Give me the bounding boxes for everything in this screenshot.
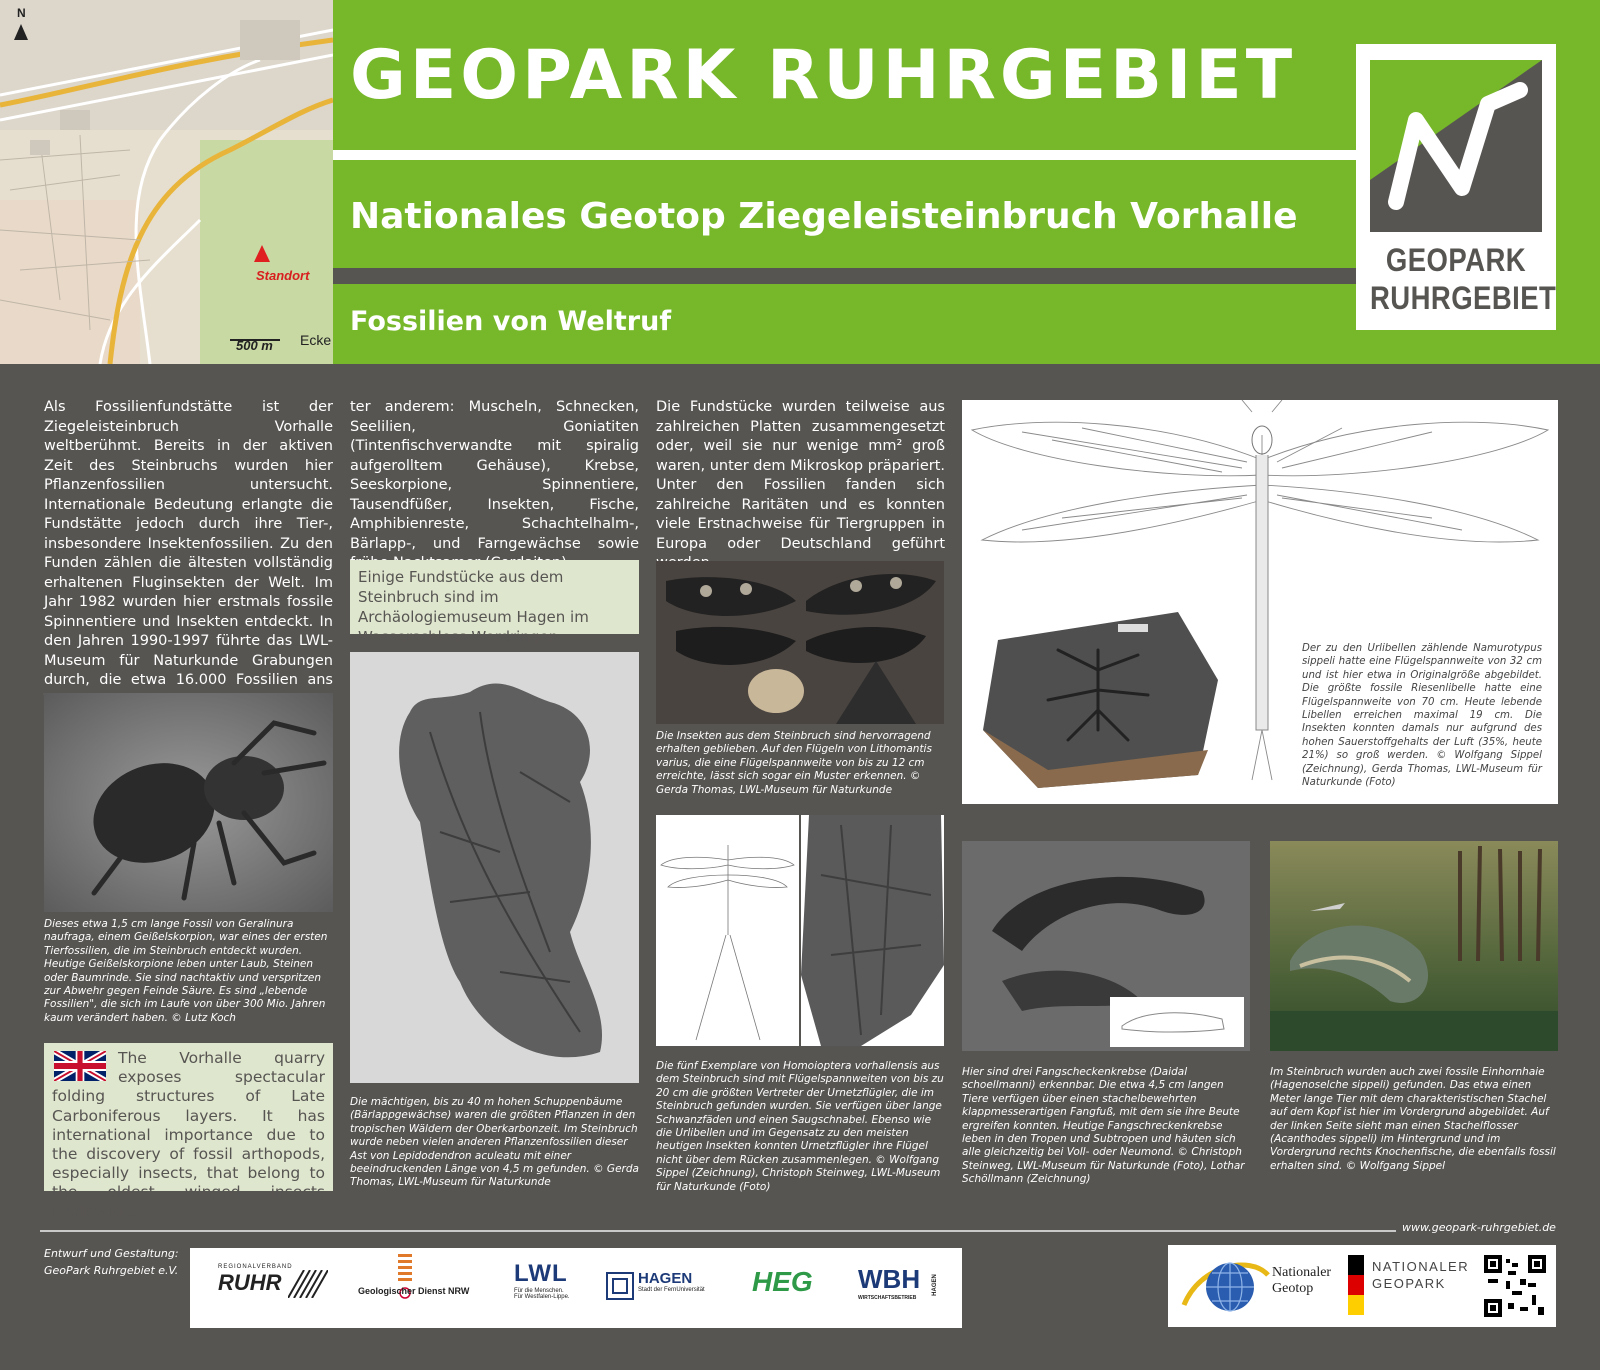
einhornhai-caption: Im Steinbruch wurden auch zwei fossile Einhornhaie (Hagenoselche sippeli) gefunden. Das etwa einen Meter lange Tier mit dem charakteristischen Stachel auf dem Kopf ist hier im Vordergrund abgebildet. Auf der linken Seite sieht man einen Stachelflosser (Acanthodes sippeli) im Hintergrund und im Vordergrund rechts Knochenfische, die ebenfalls fossil erhalten sind. © Wolfgang Sippel bbox=[1270, 1066, 1556, 1172]
heg-logo: HEG bbox=[752, 1266, 813, 1297]
namurotypus-photo bbox=[978, 610, 1222, 790]
lithomantis-caption: Die Insekten aus dem Steinbruch sind hervorragend erhalten geblieben. Auf den Flügeln von Lithomantis varius, die eine Flügelspannweite von bis zu 12 cm erreichte, lässt sich sogar ein Muster erkennen. © Gerda Thomas, LWL-Museum für Naturkunde bbox=[656, 730, 932, 796]
logo-line-1: GEOPARK bbox=[1385, 242, 1527, 278]
logo-line-2: RUHRGEBIET bbox=[1370, 280, 1557, 316]
wbh-logo bbox=[858, 1264, 920, 1301]
lepidodendron-caption: Die mächtigen, bis zu 40 m hohen Schuppenbäume (Bärlappgewächse) waren die größten Pflanzen in den tropischen Wäldern der Oberkarbonzeit. Im Steinbruch wurde neben vielen anderen Pflanzenfossilien dieser Ast von Lepidodendron aculeatu mit einer beeindruckenden Länge von 4,5 m gefunden. © Gerda Thomas, LWL-Museum für Naturkunde bbox=[350, 1096, 639, 1189]
rvr-logo-text: RUHR bbox=[218, 1270, 282, 1295]
nationaler-geopark-logo bbox=[1372, 1259, 1469, 1291]
scorpion-caption: Dieses etwa 1,5 cm lange Fossil von Geralinura naufraga, einem Geißelskorpion, war eines der ersten Tierfossilien, die im Steinbruch entdeckt wurden. Heutige Geißelskorpione leben unter Laub, Steinen oder Baumrinde. Sie sind nachtaktiv und verspritzen zur Abwehr gegen Feinde Säure. Es sind „lebende Fossilien", die sich im Laufe von über 300 Mio. Jahren kaum verändert haben. © Lutz Koch bbox=[44, 918, 328, 1024]
hagen-logo-sub: Stadt der FernUniversität bbox=[638, 1287, 705, 1293]
scale-label: 500 m bbox=[236, 338, 273, 353]
rvr-stripes-icon bbox=[288, 1270, 328, 1298]
place-label: Ecke bbox=[300, 332, 332, 348]
homoioptera-drawing bbox=[656, 815, 799, 1046]
intro-text: Als Fossilienfundstätte ist der Ziegeleisteinbruch Vorhalle weltberühmt. Bereits in der aktiven Zeit des Steinbruchs wurden hier Pflanzenfossilien untersucht. Internationale Bedeutung erlangte die Fundstätte jedoch durch ihre Tier-, insbesondere Insektenfossilien. Zu den Funden zählen die ältesten vollständig erhaltenen Fluginsekten der Welt. Im Jahr 1982 wurden hier erstmals fossile Spinnentiere und Insekten entdeckt. In den Jahren 1990-1997 führte das LWL-Museum für Naturkunde Grabungen durch, die etwa 16.000 Fossilien ans bbox=[44, 399, 333, 688]
uk-flag-icon bbox=[54, 1051, 106, 1081]
preparation-text: Die Fundstücke wurden teilweise aus zahlreichen Platten zusammengesetzt oder, weil sie nur wenige mm² groß waren, unter dem Mikroskop präpariert. Unter den Fossilien fanden sich zahlreiche Raritäten und es konnten viele Erstnachweise für Tiergruppen in Europa oder Deutschland geführt bbox=[656, 399, 946, 552]
english-summary-text: The Vorhalle quarry exposes spectacular folding structures of Late Carboniferous layers. It has international importance due to the discovery of fossil arthopods, especially insects, that belong to the oldest winged insects worldwide. bbox=[52, 1049, 325, 1221]
english-summary bbox=[44, 1043, 333, 1221]
standort-label: Standort bbox=[256, 268, 310, 283]
nationaler-geopark-line1: NATIONALER bbox=[1372, 1259, 1470, 1274]
lithomantis-wings-photo bbox=[656, 561, 944, 724]
website-link[interactable]: www.geopark-ruhrgebiet.de bbox=[1396, 1221, 1562, 1234]
credit-line-1: Entwurf und Gestaltung: bbox=[44, 1247, 179, 1260]
homoioptera-photo bbox=[801, 815, 944, 1046]
lwl-logo-sub-1: Für die Menschen. bbox=[514, 1288, 564, 1294]
north-arrow-icon bbox=[14, 24, 28, 40]
hagen-icon bbox=[606, 1272, 634, 1300]
museum-note: Einige Fundstücke aus dem Steinbruch sind im Archäologiemuseum Hagen im Wasserschloss Werdringen bbox=[350, 560, 639, 634]
hagen-logo-text: HAGEN bbox=[638, 1270, 693, 1287]
rvr-logo bbox=[218, 1264, 293, 1296]
namurotypus-caption: Der zu den Urlibellen zählende Namurotypus sippeli hatte eine Flügelspannweite von 32 cm und ist hier etwa in Originalgröße abgebildet. Die größte fossile Riesenlibelle hatte eine Flügelspannweite von 70 cm. Heute lebende Libellen erreichen maximal 19 cm. Die Insekten konnten damals nur aufgrund des hohen Sauerstoffgehalts der Luft (35%, heute 21%) so groß werden. © Wolfgang Sippel (Zeichnung), Gerda Thomas, LWL-Museum für Naturkunde (Foto) bbox=[1302, 643, 1542, 789]
wbh-logo-sub: WIRTSCHAFTSBETRIEB bbox=[858, 1295, 917, 1301]
wbh-logo-text: WBH bbox=[858, 1264, 921, 1294]
header-divider-white bbox=[333, 150, 1358, 160]
nationaler-geopark-line2: GEOPARK bbox=[1372, 1276, 1446, 1291]
homoioptera-caption: Die fünf Exemplare von Homoioptera vorhallensis aus dem Steinbruch sind mit Flügelspannweiten von bis zu 20 cm die größten Vertreter der Urnetzflügler, die im Steinbruch gefunden wurden. Sie verfügen über lange Schwanzfäden und einen Saugschnabel. Ebenso wie die Urlibellen und im Gegensatz zu den meisten heutigen Insekten konnten Urnetzflügler ihre Flügel nicht über dem Rücken zusammenlegen. © Wolfgang Sippel (Zeichnung), Christoph Steinweg, LWL-Museum für Naturkunde (Foto) bbox=[656, 1060, 944, 1193]
wbh-side-label: HAGEN bbox=[931, 1274, 938, 1296]
fossil-list-text: ter anderem: Muscheln, Schnecken, Seelilien, Goniatiten (Tintenfischverwandte mit spiralig aufgerolltem Gehäuse), Krebse, Seeskorpione, Spinnentiere, Tausendfüßer, Insekten, Fische, Amphibienreste, Schachtelhalm-, Bärlapp-, und Farngewächse sowie bbox=[350, 399, 639, 552]
rvr-logo-top: REGIONALVERBAND bbox=[218, 1264, 293, 1270]
einhornhai-painting bbox=[1270, 841, 1558, 1051]
section-title: Fossilien von Weltruf bbox=[350, 306, 672, 337]
footer-divider bbox=[40, 1230, 1530, 1232]
german-flag-icon bbox=[1348, 1255, 1364, 1315]
qr-code-icon[interactable] bbox=[1484, 1255, 1546, 1317]
hagen-logo bbox=[638, 1270, 705, 1293]
scorpion-fossil-photo bbox=[44, 693, 333, 912]
lepidodendron-photo bbox=[350, 652, 639, 1083]
geopark-logo bbox=[1356, 44, 1556, 330]
sponsor-logos bbox=[190, 1248, 962, 1328]
globe-icon bbox=[1180, 1255, 1272, 1317]
geotop-subtitle: Nationales Geotop Ziegeleisteinbruch Vorhalle bbox=[350, 196, 1298, 237]
mantis-shrimp-photo bbox=[962, 841, 1250, 1051]
nationaler-geotop-logo bbox=[1272, 1265, 1331, 1297]
lwl-logo-text: LWL bbox=[514, 1260, 568, 1287]
credit-line-2: GeoPark Ruhrgebiet e.V. bbox=[44, 1264, 179, 1277]
mantis-shrimp-caption: Hier sind drei Fangscheckenkrebse (Daidal schoellmanni) erkennbar. Die etwa 4,5 cm langen Tiere verfügen über einen stachelbewehrten klappmesserartigen Fangfuß, mit dem sie ihre Beute ergreifen konnten. Heutige Fangschreckenkrebse leben in den Tropen und Subtropen und häuten sich alle gleichzeitig bei Voll- oder Neumond. © Christoph Steinweg, LWL-Museum für Naturkunde (Foto), Lothar Schöllmann (Zeichnung) bbox=[962, 1066, 1245, 1186]
lwl-logo-sub-2: Für Westfalen-Lippe. bbox=[514, 1294, 570, 1300]
gd-nrw-logo: Geologischer Dienst NRW bbox=[358, 1286, 470, 1296]
nationaler-geotop-line2: Geotop bbox=[1272, 1281, 1314, 1296]
lwl-logo bbox=[514, 1260, 570, 1300]
header-divider-grey bbox=[333, 268, 1358, 284]
nationaler-geotop-line1: Nationaler bbox=[1272, 1265, 1332, 1280]
design-credit bbox=[44, 1245, 179, 1279]
partner-logos bbox=[1168, 1245, 1556, 1327]
location-map bbox=[0, 0, 333, 364]
north-label: N bbox=[17, 6, 26, 20]
page-title: GEOPARK RUHRGEBIET bbox=[350, 36, 1297, 115]
